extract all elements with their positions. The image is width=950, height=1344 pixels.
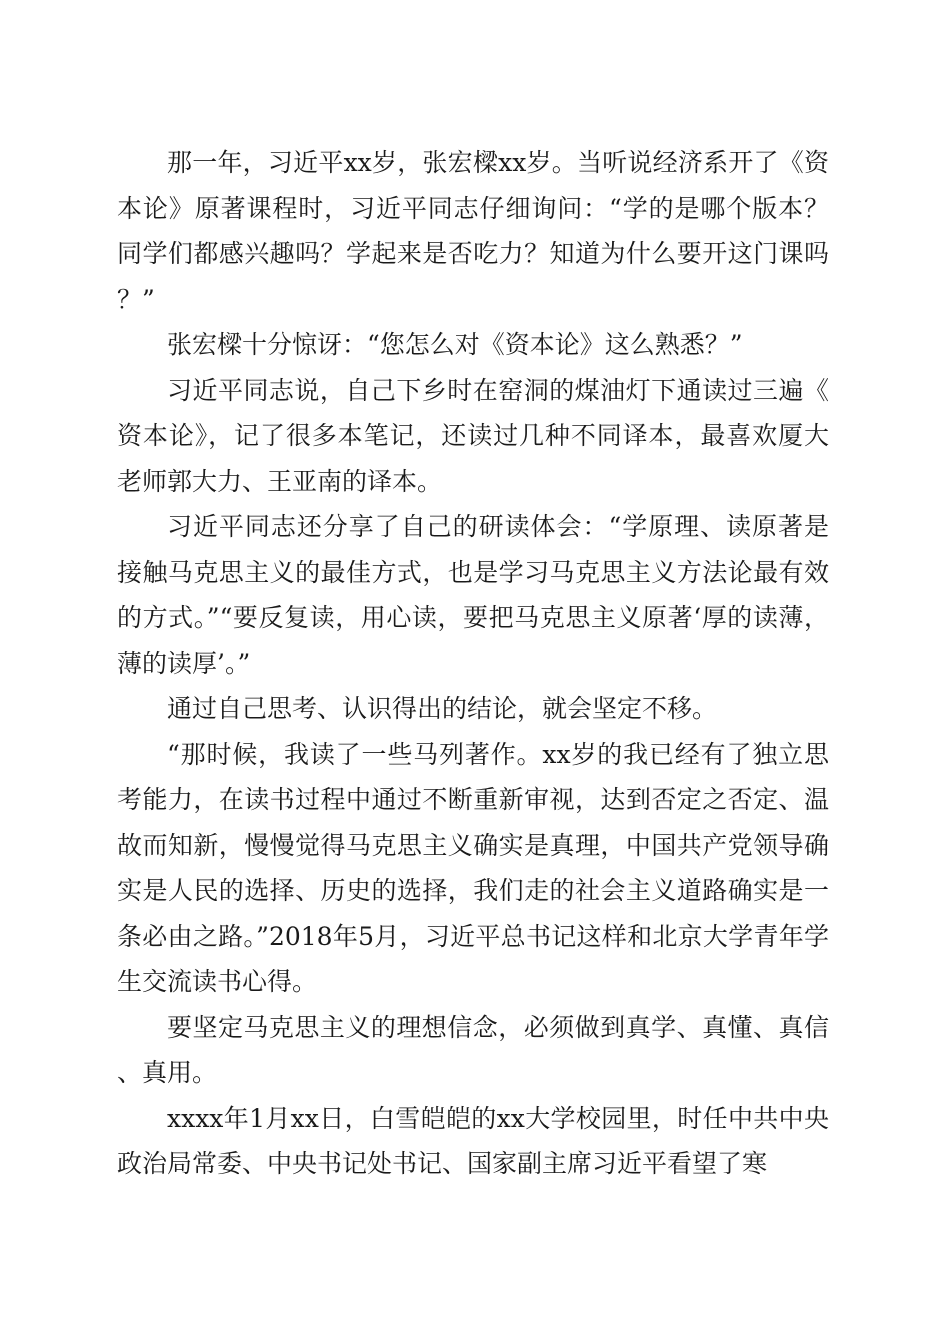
paragraph-5: 通过自己思考、认识得出的结论，就会坚定不移。 bbox=[167, 694, 718, 723]
paragraph-6: “那时候，我读了一些马列著作。xx岁的我已经有了独立思考能力，在读书过程中通过不断重新审视，达到否定之否定、温故而知新，慢慢觉得马克思主义确实是真理，中国共产党领导确实是人民的选择、历史的选择，我们走的社会主义道路确实是一条必由之路。”2018年5月，习近平总书记这样和北京大学青年学生交流读书心得。 bbox=[117, 739, 829, 996]
paragraph-2: 张宏樑十分惊讶：“您怎么对《资本论》这么熟悉？” bbox=[167, 330, 743, 359]
paragraph-3: 习近平同志说，自己下乡时在窑洞的煤油灯下通读过三遍《资本论》，记了很多本笔记，还读过几种不同译本，最喜欢厦大老师郭大力、王亚南的译本。 bbox=[117, 375, 829, 496]
paragraph-4: 习近平同志还分享了自己的研读体会：“学原理、读原著是接触马克思主义的最佳方式，也是学习马克思主义方法论最有效的方式。”“要反复读，用心读，要把马克思主义原著‘厚的读薄，薄的读厚’。” bbox=[117, 512, 829, 678]
article-body bbox=[117, 140, 829, 1187]
paragraph-7: 要坚定马克思主义的理想信念，必须做到真学、真懂、真信、真用。 bbox=[117, 1012, 829, 1087]
paragraph-8: xxxx年1月xx日，白雪皑皑的xx大学校园里，时任中共中央政治局常委、中央书记处书记、国家副主席习近平看望了寒 bbox=[117, 1103, 829, 1178]
paragraph-1: 那一年，习近平xx岁，张宏樑xx岁。当听说经济系开了《资本论》原著课程时，习近平同志仔细询问：“学的是哪个版本？同学们都感兴趣吗？学起来是否吃力？知道为什么要开这门课吗？” bbox=[117, 148, 829, 314]
